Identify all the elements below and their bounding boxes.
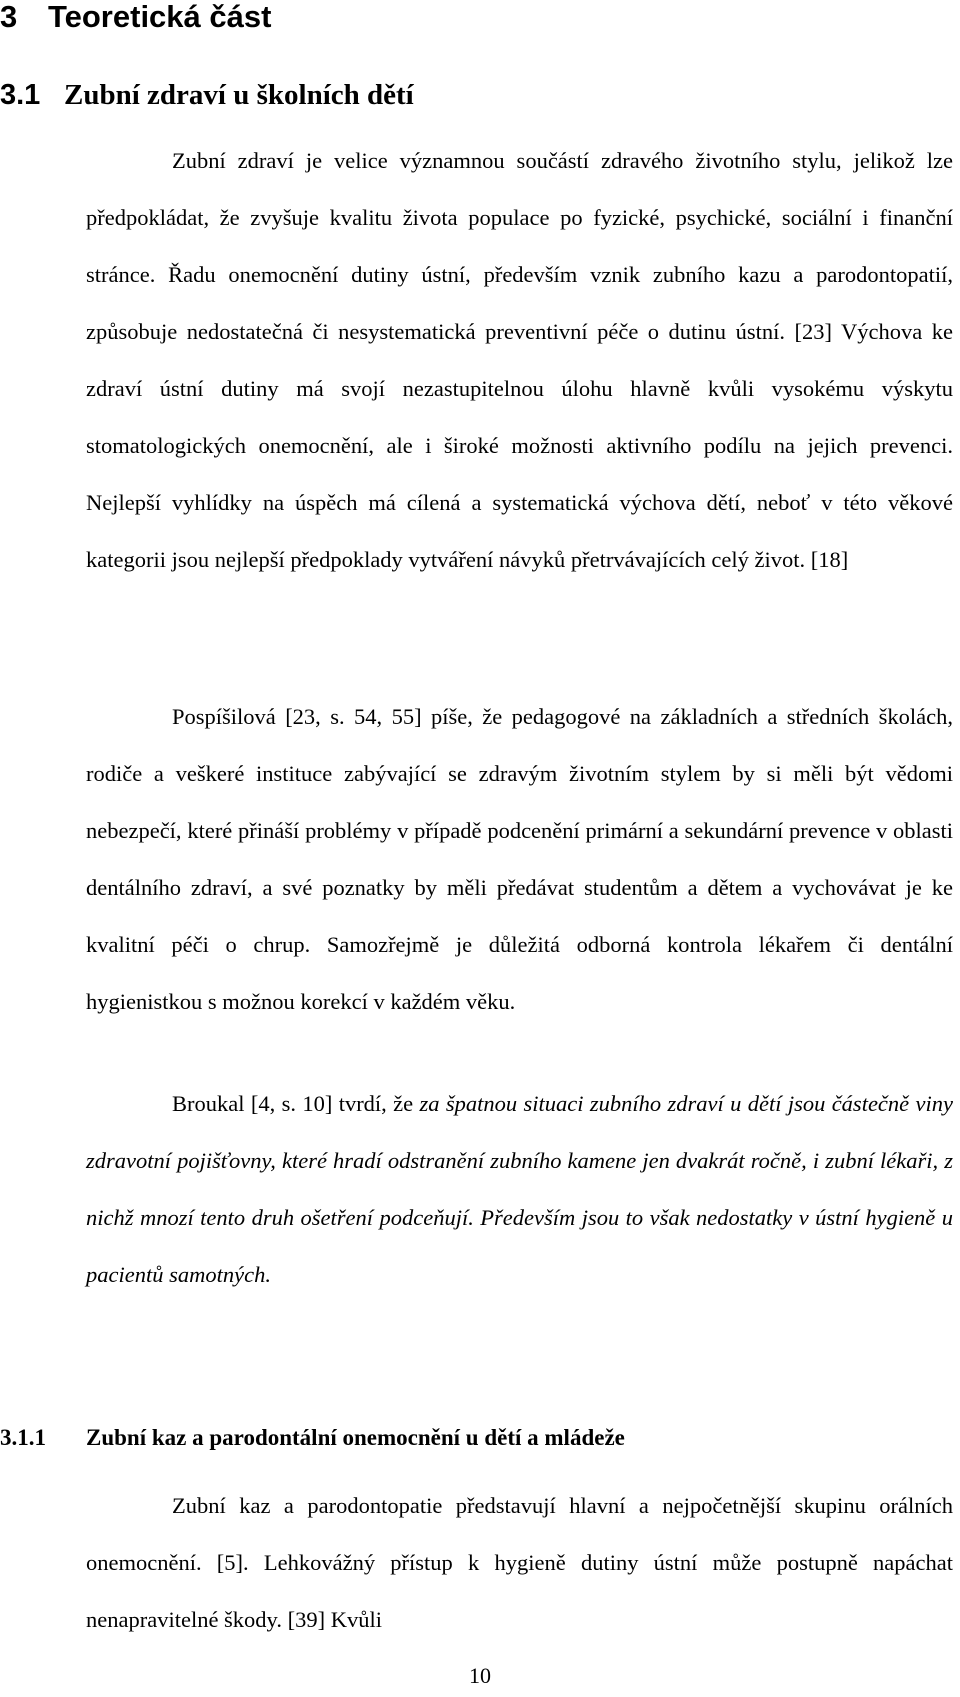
paragraph-broukal-intro: Broukal [4, s. 10] tvrdí, že xyxy=(172,1091,420,1116)
section-number: 3.1 xyxy=(0,79,41,111)
page-number: 10 xyxy=(469,1663,491,1688)
paragraph-broukal-quote: za špatnou situaci zubního zdraví u dětí jsou částečně viny zdravotní pojišťovny, které hradí odstranění zubního kamene jen dvakrát ročně, i zubní lékaři, z nichž mnozí tento druh ošetření podceňují. Především jsou to však nedostatky v ústní hygieně u pacientů samotných. xyxy=(86,1091,953,1287)
subsection-title: Zubní kaz a parodontální onemocnění u dětí a mládeže xyxy=(86,1425,625,1450)
subsection-heading xyxy=(0,1423,625,1453)
chapter-number: 3 xyxy=(0,0,18,34)
paragraph-dental-health: Zubní zdraví je velice významnou součástí zdravého životního stylu, jelikož lze předpokládat, že zvyšuje kvalitu života populace po fyzické, psychické, sociální i finanční stránce. Řadu onemocnění dutiny ústní, především vznik zubního kazu a parodontopatií, způsobuje nedostatečná či nesystematická preventivní péče o dutinu ústní. [23] Výchova ke zdraví ústní dutiny má svojí nezastupitelnou úlohu hlavně kvůli vysokému výskytu stomatologických onemocnění, ale i široké možnosti aktivního podílu na jejich prevenci. Nejlepší vyhlídky na úspěch má cílená a systematická výchova dětí, neboť v této věkové kategorii jsou nejlepší předpoklady vytváření návyků přetrvávajících celý život. [18] xyxy=(86,148,953,572)
paragraph-pospisilova: Pospíšilová [23, s. 54, 55] píše, že pedagogové na základních a středních školách, rodiče a veškeré instituce zabývající se zdravým životním stylem by si měli být vědomi nebezpečí, které přináší problémy v případě podcenění primární a sekundární prevence v oblasti dentálního zdraví, a své poznatky by měli předávat studentům a dětem a vychovávat je ke kvalitní péči o chrup. Samozřejmě je důležitá odborná kontrola lékařem či dentální hygienistkou s možnou korekcí v každém věku. xyxy=(86,704,953,1014)
chapter-heading xyxy=(0,0,271,34)
subsection-number: 3.1.1 xyxy=(0,1425,46,1450)
section-heading xyxy=(0,78,414,112)
paragraph-caries: Zubní kaz a parodontopatie představují hlavní a nejpočetnější skupinu orálních onemocnění. [5]. Lehkovážný přístup k hygieně dutiny ústní může postupně napáchat nenapravitelné škody. [39] Kvůli xyxy=(86,1493,953,1632)
section-title: Zubní zdraví u školních dětí xyxy=(64,79,414,111)
paragraph-broukal xyxy=(86,1075,953,1303)
chapter-title: Teoretická část xyxy=(48,0,272,34)
